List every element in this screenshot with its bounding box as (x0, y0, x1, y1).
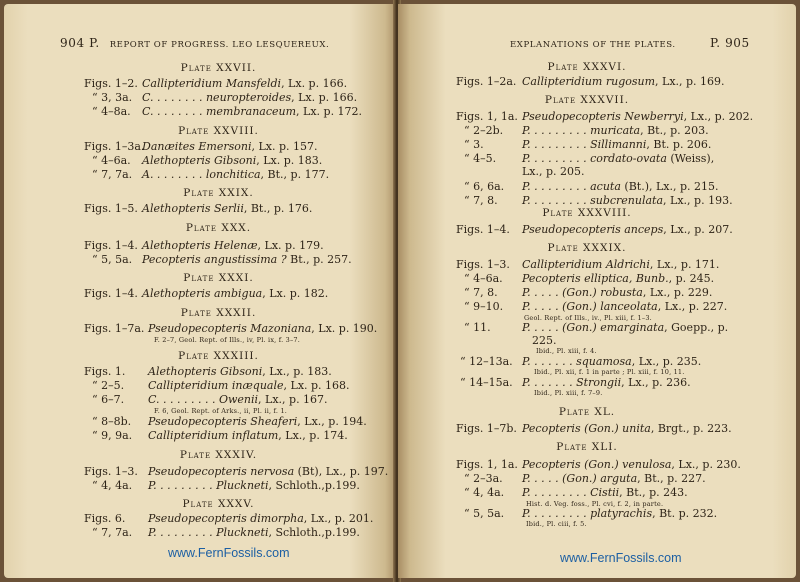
plate-heading: Plate XXX. (185, 222, 252, 234)
right-page-number: P. 905 (710, 36, 750, 50)
plate-heading: Plate XXXIV. (179, 449, 258, 461)
plate-heading: Plate XLI. (556, 441, 618, 453)
figure-note: Geol. Rept. of Ills., iv., Pl. xiii, f. 1–3. (524, 314, 652, 322)
plate-heading: Plate XXXVI. (547, 61, 627, 73)
figure-note: Ibid., Pl. ciii, f. 5. (526, 520, 587, 528)
figure-note: Ibid., Pl. xiii, f. 7–9. (534, 389, 603, 397)
left-running-head-text: REPORT OF PROGRESS. LEO LESQUEREUX. (109, 40, 330, 50)
plate-heading: Plate XXXVII. (544, 94, 630, 106)
left-page: 904 P. REPORT OF PROGRESS. LEO LESQUEREUX. Plate XXVII. Figs. 1–2. Callipteridium Mansfeldi, Lx. p. 166. “ 3, 3a. C. . . . . . . . neuropteroides, Lx. p. 166. “ 4–8a. C. . . . . . . . membranaceum, Lx. p. 172. Plate XXVIII. Figs. 1–3a. Danæites Emersoni, Lx. p. 157. “ 4–6a. Alethopteris Gibsoni, Lx. p. 183. “ 7, 7a. A. . . . . . . . lonchitica, Bt., p. 177. Plate XXIX. Figs. 1–5. Alethopteris Serlii, Bt., p. 176. Plate XXX. Figs. 1–4. Alethopteris Helenæ, Lx. p. 179. “ 5, 5a. Pecopteris angustissima ? Bt., p. 257. Plate XXXI. Figs. 1–4. Alethopteris ambigua, Lx. p. 182. Plate XXXII. Figs. 1–7a. Pseudopecopteris Mazoniana, Lx. p. 190. F. 2–7, Geol. Rept. of Ills., iv, Pl. ix, f. 3–7. Plate XXXIII. Figs. 1. Alethopteris Gibsoni, Lx., p. 183. “ 2–5. Callipteridium inæquale, Lx. p. 168. “ 6–7. C. . . . . . . . . Owenii, Lx., p. 167. F. 6, Geol. Rept. of Arks., ii, Pl. ii, f. 1. “ 8–8b. Pseudopecopteris Sheaferi, Lx., p. 194. “ 9, 9a. Callipteridium inflatum, Lx., p. 174. Plate XXXIV. Figs. 1–3. Pseudopecopteris nervosa (Bt), Lx., p. 197. “ 4, 4a. P. . . . . . . . . Pluckneti, Schloth.,p.199. Plate XXXV. Figs. 6. Pseudopecopteris dimorpha, Lx., p. 201. “ 7, 7a. P. . . . . . . . . Pluckneti, Schloth.,p.199. www.FernFossils.com (4, 4, 397, 578)
figure-note: F. 6, Geol. Rept. of Arks., ii, Pl. ii, f. 1. (154, 407, 288, 415)
plate-heading: Plate XXXIX. (547, 242, 627, 254)
plate-heading: Plate XXVIII. (178, 125, 259, 137)
plate-heading: Plate XL. (558, 406, 616, 418)
plate-heading: Plate XXXV. (182, 498, 255, 510)
plate-heading: Plate XXXI. (183, 272, 254, 284)
plate-heading: Plate XXXVIII. (542, 207, 632, 219)
left-page-number: 904 P. (60, 36, 100, 50)
figure-note: Ibid., Pl. xiii, f. 4. (536, 347, 597, 355)
right-page: EXPLANATIONS OF THE PLATES. P. 905 Plate XXXVI. Figs. 1–2a. Callipteridium rugosum, Lx., p. 169. Plate XXXVII. Figs. 1, 1a. Pseudopecopteris Newberryi, Lx., p. 202. “ 2–2b. P. . . . . . . . . muricata, Bt., p. 203. “ 3. P. . . . . . . . . Sillimanni, Bt. p. 206. “ 4–5. P. . . . . . . . . cordato-ovata (Weiss), Lx., p. 205. “ 6, 6a. P. . . . . . . . . acuta (Bt.), Lx., p. 215. “ 7, 8. P. . . . . . . . . subcrenulata, Lx., p. 193. Plate XXXVIII. Figs. 1–4. Pseudopecopteris anceps, Lx., p. 207. Plate XXXIX. Figs. 1–3. Callipteridium Aldrichi, Lx., p. 171. “ 4–6a. Pecopteris elliptica, Bunb., p. 245. “ 7, 8. P. . . . . (Gon.) robusta, Lx., p. 229. “ 9–10. P. . . . . (Gon.) lanceolata, Lx., p. 227. Geol. Rept. of Ills., iv., Pl. xiii, f. 1–3. “ 11. P. . . . . (Gon.) emarginata, Goepp., p. 225. Ibid., Pl. xiii, f. 4. “ 12–13a. P. . . . . . . squamosa, Lx., p. 235. Ibid., Pl. xii, f. 1 in parte ; Pl. xiii, f. 10, 11. “ 14–15a. P. . . . . . . Strongii, Lx., p. 236. Ibid., Pl. xiii, f. 7–9. Plate XL. Figs. 1–7b. Pecopteris (Gon.) unita, Brgt., p. 223. Plate XLI. Figs. 1, 1a. Pecopteris (Gon.) venulosa, Lx., p. 230. “ 2–3a. P. . . . . (Gon.) arguta, Bt., p. 227. “ 4, 4a. P. . . . . . . . . Cistii, Bt., p. 243. Hist. d. Veg. foss., Pl. cvi, f. 2, in parte. “ 5, 5a. P. . . . . . . . . platyrachis, Bt. p. 232. Ibid., Pl. ciii, f. 5. www.FernFossils.com (398, 4, 796, 578)
watermark: www.FernFossils.com (560, 551, 682, 565)
figure-note: F. 2–7, Geol. Rept. of Ills., iv, Pl. ix, f. 3–7. (154, 336, 301, 344)
figure-entry-continuation: 225. (532, 334, 557, 347)
figure-note: Ibid., Pl. xii, f. 1 in parte ; Pl. xiii, f. 10, 11. (534, 368, 685, 376)
right-running-head: EXPLANATIONS OF THE PLATES. (510, 40, 676, 50)
plate-heading: Plate XXIX. (183, 187, 254, 199)
figure-note: Hist. d. Veg. foss., Pl. cvi, f. 2, in parte. (526, 500, 664, 508)
plate-heading: Plate XXXII. (180, 307, 257, 319)
plate-heading: Plate XXVII. (180, 62, 257, 74)
plate-heading: Plate XXXIII. (178, 350, 259, 362)
left-running-head (60, 36, 329, 50)
watermark: www.FernFossils.com (168, 546, 290, 560)
